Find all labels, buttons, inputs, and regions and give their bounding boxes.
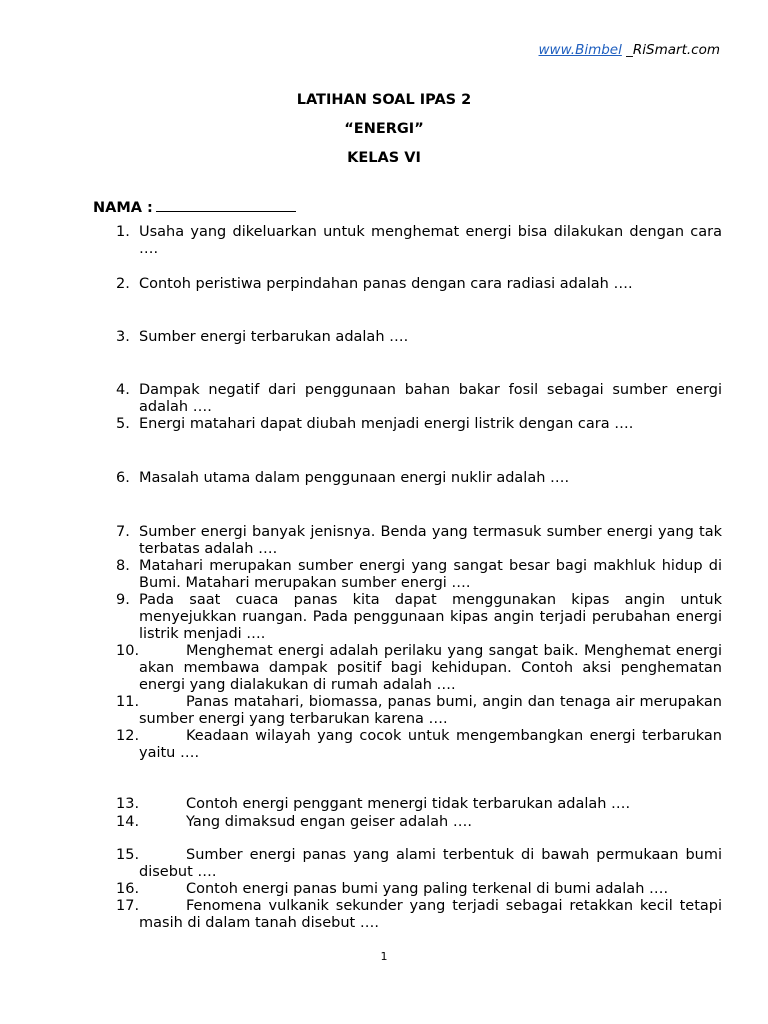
question-15 bbox=[116, 847, 722, 881]
question-number: 16. bbox=[116, 881, 140, 897]
question-13 bbox=[116, 796, 722, 813]
question-text: Masalah utama dalam penggunaan energi nuklir adalah …. bbox=[139, 470, 570, 486]
question-number: 12. bbox=[116, 728, 140, 744]
title-line-2: “ENERGI” bbox=[344, 121, 424, 137]
question-text: Contoh peristiwa perpindahan panas dengan cara radiasi adalah …. bbox=[139, 276, 633, 292]
question-12 bbox=[116, 728, 722, 762]
question-number: 13. bbox=[116, 796, 140, 812]
page-number: 1 bbox=[380, 950, 388, 963]
question-text: Keadaan wilayah yang cocok untuk mengembangkan energi terbarukan yaitu …. bbox=[139, 728, 722, 761]
question-7 bbox=[116, 524, 722, 558]
name-label: NAMA : bbox=[93, 200, 153, 216]
question-number: 17. bbox=[116, 898, 140, 914]
question-4 bbox=[116, 382, 722, 416]
name-blank-line[interactable] bbox=[156, 197, 296, 212]
question-text: Pada saat cuaca panas kita dapat menggunakan kipas angin untuk menyejukkan ruangan. Pada penggunaan kipas angin terjadi perubahan energi listrik menjadi …. bbox=[139, 592, 722, 642]
header-link[interactable]: www.Bimbel bbox=[538, 42, 622, 58]
question-8 bbox=[116, 558, 722, 592]
question-number: 15. bbox=[116, 847, 140, 863]
question-2 bbox=[116, 276, 722, 293]
question-number: 11. bbox=[116, 694, 140, 710]
question-text: Fenomena vulkanik sekunder yang terjadi sebagai retakkan kecil tetapi masih di dalam tanah disebut …. bbox=[139, 898, 722, 931]
question-number: 2. bbox=[116, 276, 130, 292]
question-text: Matahari merupakan sumber energi yang sangat besar bagi makhluk hidup di Bumi. Matahari merupakan sumber energi …. bbox=[139, 558, 722, 591]
question-number: 5. bbox=[116, 416, 130, 432]
question-number: 7. bbox=[116, 524, 130, 540]
question-6 bbox=[116, 470, 722, 487]
question-text: Yang dimaksud engan geiser adalah …. bbox=[186, 814, 472, 830]
question-16 bbox=[116, 881, 722, 898]
question-number: 14. bbox=[116, 814, 140, 830]
question-1 bbox=[116, 224, 722, 258]
question-number: 10. bbox=[116, 643, 140, 659]
title-block bbox=[0, 90, 768, 177]
question-3 bbox=[116, 329, 722, 346]
question-14 bbox=[116, 814, 722, 831]
question-17 bbox=[116, 898, 722, 932]
question-text: Contoh energi panas bumi yang paling terkenal di bumi adalah …. bbox=[186, 881, 669, 897]
question-text: Energi matahari dapat diubah menjadi energi listrik dengan cara …. bbox=[139, 416, 634, 432]
question-text: Sumber energi banyak jenisnya. Benda yang termasuk sumber energi yang tak terbatas adalah …. bbox=[139, 524, 722, 557]
question-text: Sumber energi panas yang alami terbentuk di bawah permukaan bumi disebut …. bbox=[139, 847, 722, 880]
question-number: 3. bbox=[116, 329, 130, 345]
question-text: Contoh energi penggant menergi tidak terbarukan adalah …. bbox=[186, 796, 631, 812]
question-11 bbox=[116, 694, 722, 728]
question-number: 4. bbox=[116, 382, 130, 398]
question-text: Menghemat energi adalah perilaku yang sangat baik. Menghemat energi akan membawa dampak positif bagi kehidupan. Contoh aksi penghematan energi yang dialakukan di rumah adalah …. bbox=[139, 643, 722, 693]
question-number: 8. bbox=[116, 558, 130, 574]
question-10 bbox=[116, 643, 722, 694]
question-number: 1. bbox=[116, 224, 130, 240]
page-header bbox=[539, 42, 720, 58]
title-line-1: LATIHAN SOAL IPAS 2 bbox=[296, 92, 472, 108]
question-text: Sumber energi terbarukan adalah …. bbox=[139, 329, 409, 345]
title-line-3: KELAS VI bbox=[347, 150, 421, 166]
question-9 bbox=[116, 592, 722, 643]
question-5 bbox=[116, 416, 722, 433]
question-text: Panas matahari, biomassa, panas bumi, angin dan tenaga air merupakan sumber energi yang terbarukan karena …. bbox=[139, 694, 722, 727]
question-number: 9. bbox=[116, 592, 130, 608]
question-text: Dampak negatif dari penggunaan bahan bakar fosil sebagai sumber energi adalah …. bbox=[139, 382, 722, 415]
question-text: Usaha yang dikeluarkan untuk menghemat energi bisa dilakukan dengan cara …. bbox=[139, 224, 722, 257]
name-field bbox=[93, 197, 296, 216]
header-site-text: _RiSmart.com bbox=[621, 42, 720, 58]
question-number: 6. bbox=[116, 470, 130, 486]
